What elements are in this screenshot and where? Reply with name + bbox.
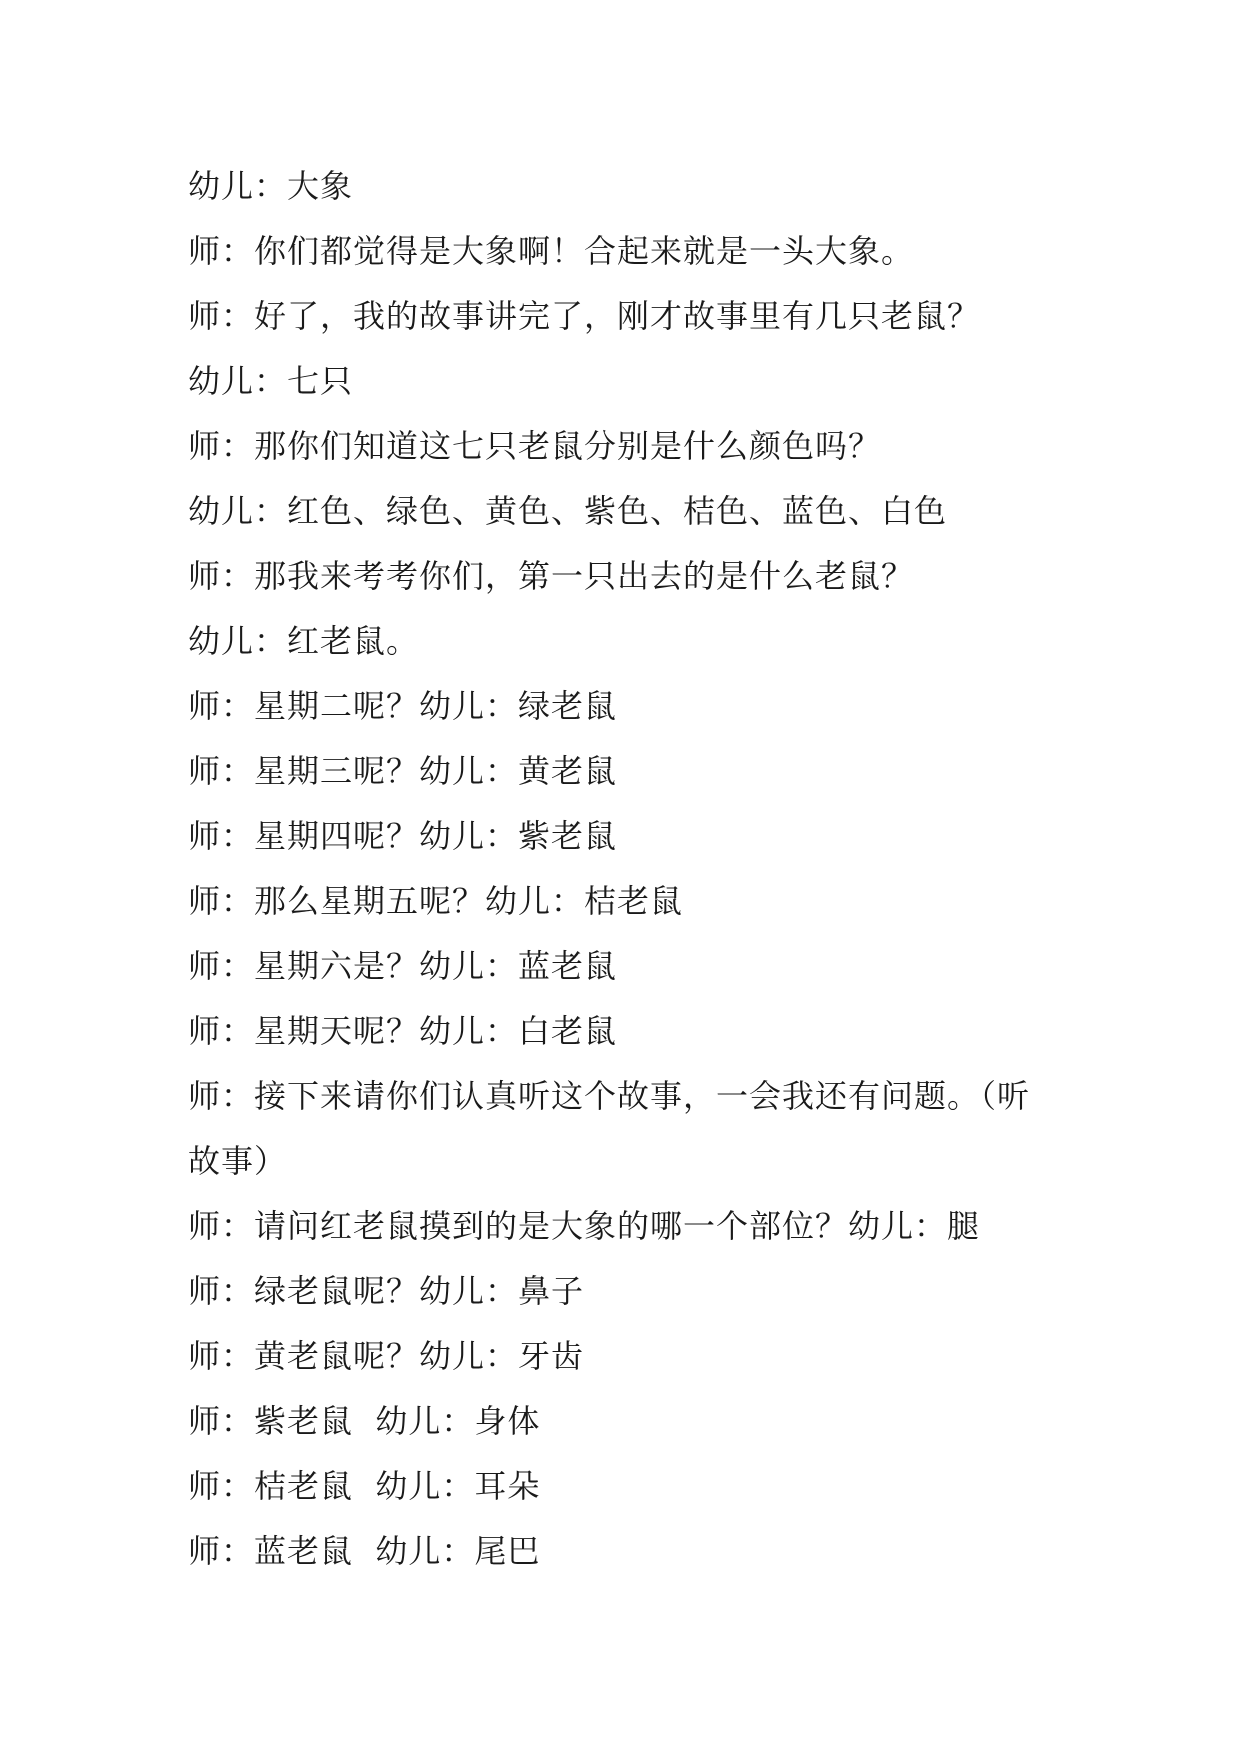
text-line: 师：好了，我的故事讲完了，刚才故事里有几只老鼠？ bbox=[188, 297, 981, 335]
text-line: 师：星期三呢？幼儿：黄老鼠 bbox=[188, 752, 618, 790]
text-line: 师：星期二呢？幼儿：绿老鼠 bbox=[188, 687, 618, 725]
text-line: 幼儿：红色、绿色、黄色、紫色、桔色、蓝色、白色 bbox=[188, 492, 948, 530]
text-line: 师：那你们知道这七只老鼠分别是什么颜色吗？ bbox=[188, 427, 882, 465]
text-line: 师：蓝老鼠 幼儿：尾巴 bbox=[188, 1532, 541, 1570]
text-line: 师：那我来考考你们，第一只出去的是什么老鼠？ bbox=[188, 557, 915, 595]
text-line: 幼儿：七只 bbox=[188, 362, 354, 400]
text-line: 师：那么星期五呢？幼儿：桔老鼠 bbox=[188, 882, 684, 920]
text-line: 幼儿：红老鼠。 bbox=[188, 622, 420, 660]
text-line: 师：绿老鼠呢？幼儿：鼻子 bbox=[188, 1272, 585, 1310]
text-line: 幼儿：大象 bbox=[188, 167, 354, 205]
text-line: 师：请问红老鼠摸到的是大象的哪一个部位？幼儿：腿 bbox=[188, 1207, 981, 1245]
text-line: 师：星期六是？幼儿：蓝老鼠 bbox=[188, 947, 618, 985]
text-line: 师：星期四呢？幼儿：紫老鼠 bbox=[188, 817, 618, 855]
text-line: 师：紫老鼠 幼儿：身体 bbox=[188, 1402, 541, 1440]
document-body bbox=[188, 154, 1068, 1584]
text-line: 师：星期天呢？幼儿：白老鼠 bbox=[188, 1012, 618, 1050]
text-line: 师：你们都觉得是大象啊！合起来就是一头大象。 bbox=[188, 232, 915, 270]
text-line: 师：接下来请你们认真听这个故事，一会我还有问题。（听 bbox=[188, 1077, 1031, 1115]
text-line: 师：黄老鼠呢？幼儿：牙齿 bbox=[188, 1337, 585, 1375]
text-line: 师：桔老鼠 幼儿：耳朵 bbox=[188, 1467, 541, 1505]
text-line: 故事） bbox=[188, 1142, 288, 1180]
